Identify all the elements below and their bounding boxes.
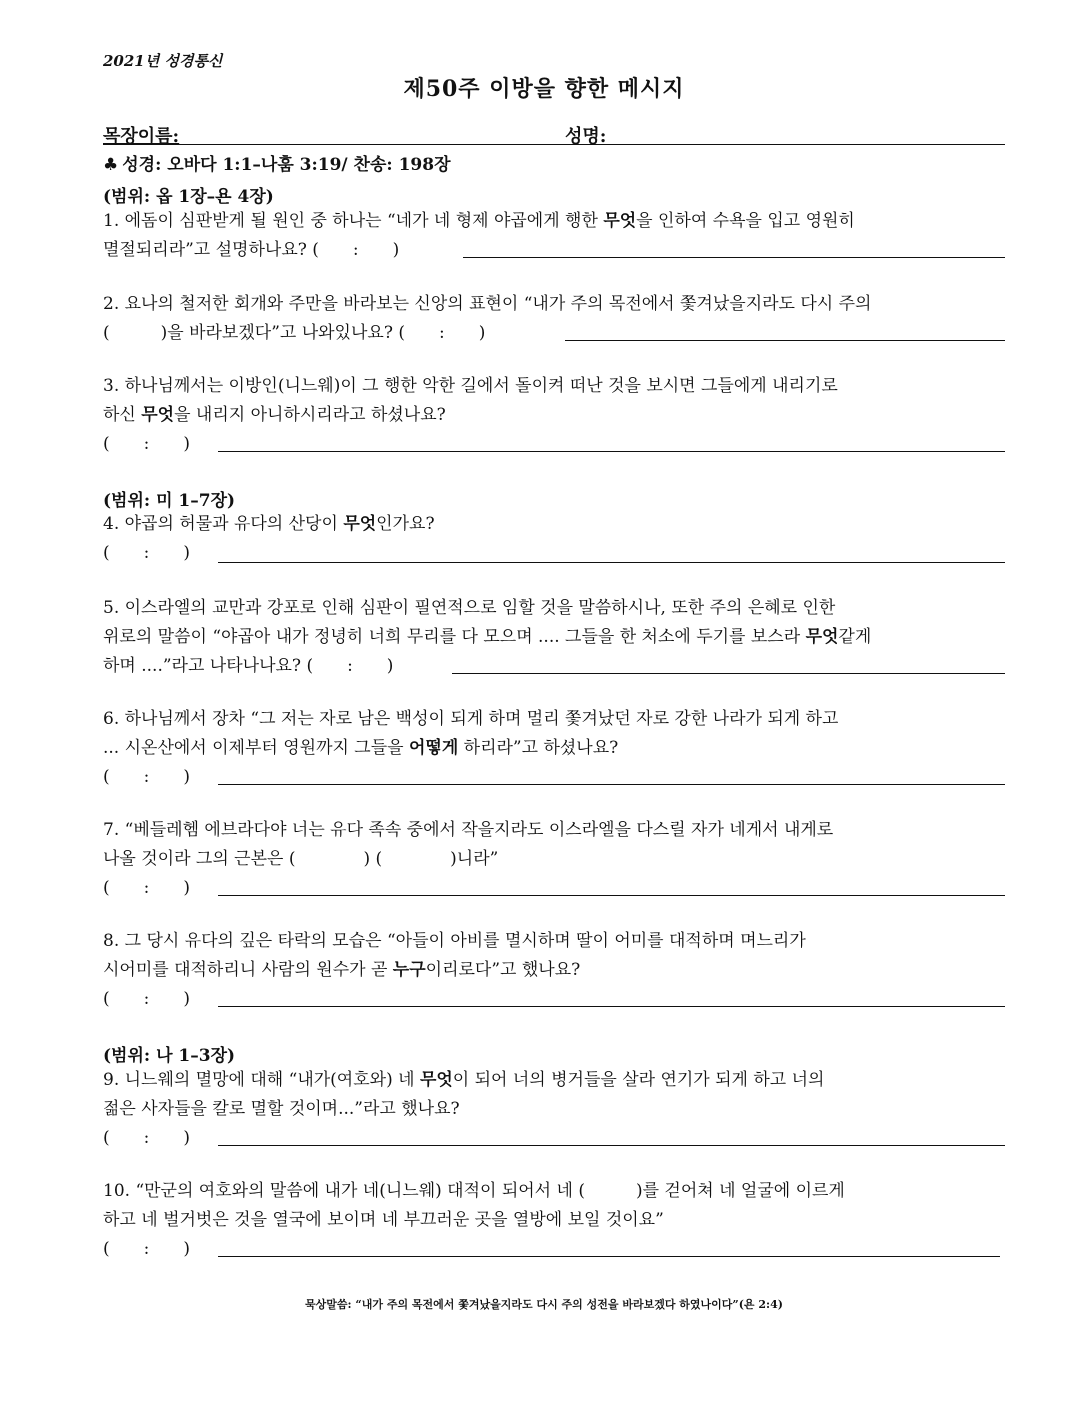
q6-answer-line[interactable] <box>218 784 1005 785</box>
q8-answer-line[interactable] <box>218 1006 1005 1007</box>
question-9 <box>103 1066 1005 1153</box>
question-10 <box>103 1177 1005 1264</box>
q3-keyword: 무엇 <box>141 405 175 425</box>
q1-text-2: 멸절되리라”고 설명하나요? <box>103 240 313 260</box>
q6-keyword: 어떻게 <box>408 738 459 758</box>
bible-reading-line <box>103 150 451 175</box>
q9-keyword: 무엇 <box>419 1070 453 1090</box>
q7-answer-line[interactable] <box>218 895 1005 896</box>
q6-text-2: ... 시온산에서 이제부터 영원까지 그들을 <box>103 738 409 758</box>
q10-answer-line[interactable] <box>218 1256 1000 1257</box>
q8-answer-ref[interactable]: ( : ) <box>103 989 190 1009</box>
q1-answer-line[interactable] <box>463 257 1005 258</box>
q2-text-2: ( )을 바라보겠다”고 나와있나요? <box>103 323 399 343</box>
q7-answer-ref[interactable]: ( : ) <box>103 878 190 898</box>
question-6 <box>103 705 1005 792</box>
club-icon: ♣ <box>103 155 119 175</box>
q4-text-end: 인가요? <box>376 514 435 534</box>
q8-text-end: 이리로다”고 했나요? <box>425 960 581 980</box>
question-7 <box>103 816 1005 903</box>
q9-text: 9. 니느웨의 멸망에 대해 “내가(여호와) 네 <box>103 1070 420 1090</box>
q7-text-2: 나올 것이라 그의 근본은 ( ) ( )니라” <box>103 849 499 869</box>
q9-answer-ref[interactable]: ( : ) <box>103 1128 190 1148</box>
question-5 <box>103 594 1005 681</box>
q5-answer-line[interactable] <box>452 673 1005 674</box>
q9-text-2: 젊은 사자들을 칼로 멸할 것이며...”라고 했나요? <box>103 1099 460 1119</box>
q8-text-2: 시어미를 대적하리니 사람의 원수가 곧 <box>103 960 393 980</box>
q1-keyword: 무엇 <box>603 211 637 231</box>
q4-keyword: 무엇 <box>343 514 377 534</box>
q3-text: 3. 하나님께서는 이방인(니느웨)이 그 행한 악한 길에서 돌이켜 떠난 것을 보시면 그들에게 내리기로 <box>103 376 838 396</box>
q5-text-2: 위로의 말씀이 “야곱아 내가 정녕히 너희 무리를 다 모으며 .... 그들을 한 처소에 두기를 보스라 <box>103 627 806 647</box>
q7-text: 7. “베들레헴 에브라다야 너는 유다 족속 중에서 작을지라도 이스라엘을 다스릴 자가 네게서 내게로 <box>103 820 834 840</box>
q4-answer-ref[interactable]: ( : ) <box>103 543 190 563</box>
q4-answer-line[interactable] <box>218 562 1005 563</box>
q1-answer-ref[interactable]: ( : ) <box>312 240 400 260</box>
q10-answer-ref[interactable]: ( : ) <box>103 1239 190 1259</box>
q9-text-end: 이 되어 너의 병거들을 살라 연기가 되게 하고 너의 <box>452 1070 825 1090</box>
q2-text: 2. 요나의 철저한 회개와 주만을 바라보는 신앙의 표현이 “내가 주의 목전에서 쫓겨났을지라도 다시 주의 <box>103 294 872 314</box>
q5-text-3: 하며 ....”라고 나타나나요? <box>103 656 307 676</box>
q6-answer-ref[interactable]: ( : ) <box>103 767 190 787</box>
question-4 <box>103 510 1005 568</box>
q10-text: 10. “만군의 여호와의 말씀에 내가 네(니느웨) 대적이 되어서 네 ( )를 걷어쳐 네 얼굴에 이르게 <box>103 1181 845 1201</box>
q5-text-2-end: 같게 <box>838 627 872 647</box>
section-range-3: (범위: 나 1–3장) <box>103 1046 236 1066</box>
page-title: 제50주 이방을 향한 메시지 <box>403 76 685 102</box>
bible-reading-text: 성경: 오바다 1:1–나훔 3:19/ 찬송: 198장 <box>122 155 451 175</box>
section-range-1: (범위: 옵 1장–욘 4장) <box>103 187 274 207</box>
person-name-label: 성명: <box>565 126 607 147</box>
q10-text-2: 하고 네 벌거벗은 것을 열국에 보이며 네 부끄러운 곳을 열방에 보일 것이요” <box>103 1210 664 1230</box>
q5-text: 5. 이스라엘의 교만과 강포로 인해 심판이 필연적으로 임할 것을 말씀하시나, 또한 주의 은혜로 인한 <box>103 598 836 618</box>
question-8 <box>103 927 1005 1014</box>
q8-text: 8. 그 당시 유다의 깊은 타락의 모습은 “아들이 아비를 멸시하며 딸이 어미를 대적하며 며느리가 <box>103 931 806 951</box>
q8-keyword: 누구 <box>392 960 426 980</box>
section-range-2: (범위: 미 1–7장) <box>103 491 236 511</box>
q3-answer-ref[interactable]: ( : ) <box>103 434 190 454</box>
question-3 <box>103 372 1005 459</box>
meditation-verse: 묵상말씀: “내가 주의 목전에서 쫓겨났을지라도 다시 주의 성전을 바라보겠다 하였나이다”(욘 2:4) <box>305 1298 783 1311</box>
q4-text: 4. 야곱의 허물과 유다의 산당이 <box>103 514 344 534</box>
q1-text: 1. 에돔이 심판받게 될 원인 중 하나는 “네가 네 형제 야곱에게 행한 <box>103 211 604 231</box>
q5-answer-ref[interactable]: ( : ) <box>306 656 394 676</box>
year-label: 2021년 성경통신 <box>103 52 223 70</box>
q2-answer-ref[interactable]: ( : ) <box>398 323 486 343</box>
q3-text-2: 하신 <box>103 405 142 425</box>
q3-answer-line[interactable] <box>218 451 1005 452</box>
q5-keyword: 무엇 <box>805 627 839 647</box>
q2-answer-line[interactable] <box>565 340 1005 341</box>
q9-answer-line[interactable] <box>218 1145 1005 1146</box>
name-row <box>103 122 1005 145</box>
q1-text-end: 을 인하여 수욕을 입고 영원히 <box>636 211 855 231</box>
q3-text-end: 을 내리지 아니하시리라고 하셨나요? <box>174 405 446 425</box>
group-name-label: 목장이름: <box>103 126 180 147</box>
q6-text: 6. 하나님께서 장차 “그 저는 자로 남은 백성이 되게 하며 멀리 쫓겨났던 자로 강한 나라가 되게 하고 <box>103 709 839 729</box>
q6-text-end: 하리라”고 하셨나요? <box>458 738 619 758</box>
